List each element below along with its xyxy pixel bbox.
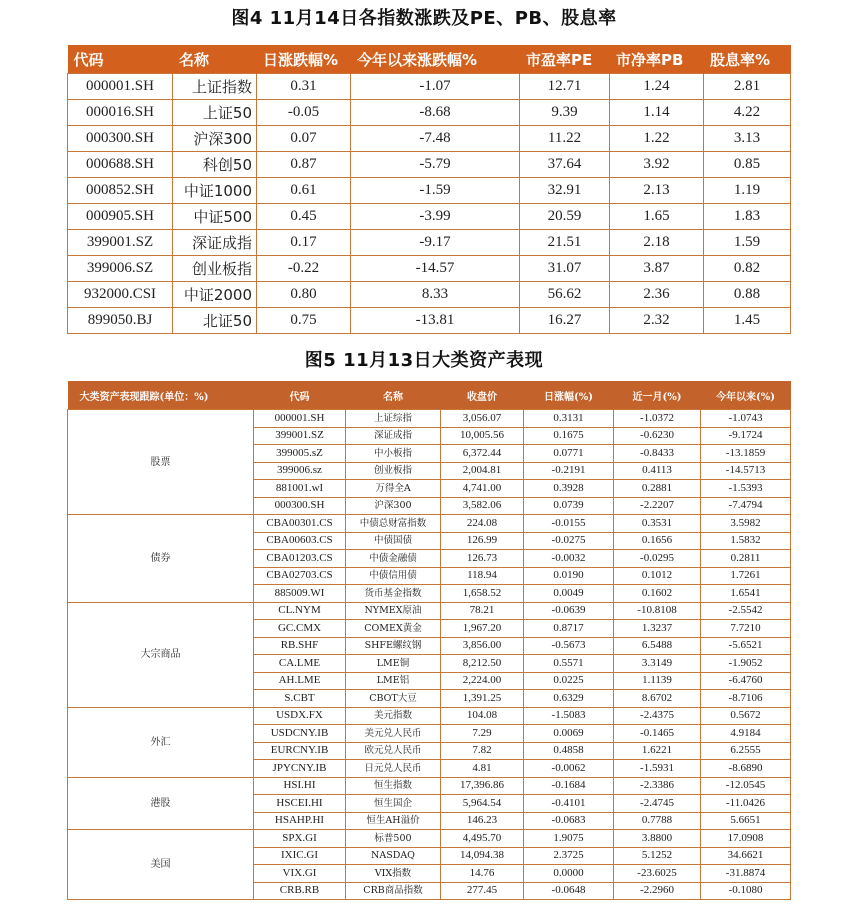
table-row: [68, 707, 791, 725]
cell-name: 欧元兑人民币: [346, 742, 441, 760]
cell-1m-change: -0.6230: [614, 427, 701, 445]
column-header-ytd-change: 今年以来涨跌幅%: [351, 45, 520, 74]
cell-asset-category: 股票: [68, 410, 254, 515]
cell-ytd-change: -31.8874: [701, 865, 791, 883]
cell-daily-change: -0.4101: [524, 795, 614, 813]
cell-1m-change: 0.1012: [614, 567, 701, 585]
cell-pb: 2.18: [610, 230, 704, 256]
cell-pe: 56.62: [520, 282, 610, 308]
cell-1m-change: -2.2960: [614, 882, 701, 900]
cell-code: S.CBT: [254, 690, 346, 708]
cell-pe: 21.51: [520, 230, 610, 256]
cell-close: 277.45: [441, 882, 524, 900]
cell-daily-change: -0.0275: [524, 532, 614, 550]
cell-daily-change: -1.5083: [524, 707, 614, 725]
cell-daily-change: 0.17: [257, 230, 351, 256]
cell-close: 126.73: [441, 550, 524, 568]
cell-daily-change: 0.0225: [524, 672, 614, 690]
cell-ytd-change: 5.6651: [701, 812, 791, 830]
cell-asset-category: 港股: [68, 777, 254, 830]
cell-name: LME铝: [346, 672, 441, 690]
cell-code: 000300.SH: [254, 497, 346, 515]
cell-daily-change: -0.0155: [524, 515, 614, 533]
cell-close: 1,658.52: [441, 585, 524, 603]
cell-1m-change: 3.3149: [614, 655, 701, 673]
cell-daily-change: 0.0739: [524, 497, 614, 515]
index-valuation-table: [67, 45, 791, 334]
cell-ytd-change: -1.59: [351, 178, 520, 204]
cell-close: 3,056.07: [441, 410, 524, 428]
cell-ytd-change: 34.6621: [701, 847, 791, 865]
cell-daily-change: -0.0062: [524, 760, 614, 778]
cell-daily-change: 0.1675: [524, 427, 614, 445]
cell-code: CRB.RB: [254, 882, 346, 900]
cell-close: 4,495.70: [441, 830, 524, 848]
cell-name: 恒生指数: [346, 777, 441, 795]
cell-ytd-change: -14.57: [351, 256, 520, 282]
column-header-ytd-change: 今年以来(%): [701, 381, 791, 410]
cell-code: USDX.FX: [254, 707, 346, 725]
cell-dividend-yield: 4.22: [704, 100, 791, 126]
cell-code: CBA00301.CS: [254, 515, 346, 533]
cell-name: 深证成指: [346, 427, 441, 445]
table-row: [68, 777, 791, 795]
cell-pe: 20.59: [520, 204, 610, 230]
column-header-daily-change: 日涨跌幅%: [257, 45, 351, 74]
cell-close: 8,212.50: [441, 655, 524, 673]
cell-pe: 32.91: [520, 178, 610, 204]
cell-ytd-change: -14.5713: [701, 462, 791, 480]
cell-name: 中债金融债: [346, 550, 441, 568]
cell-ytd-change: -8.6890: [701, 760, 791, 778]
cell-name: 深证成指: [173, 230, 257, 256]
table-row: [68, 602, 791, 620]
cell-name: 中证1000: [173, 178, 257, 204]
cell-daily-change: 0.5571: [524, 655, 614, 673]
cell-1m-change: -1.5931: [614, 760, 701, 778]
cell-name: 沪深300: [173, 126, 257, 152]
cell-code: HSCEI.HI: [254, 795, 346, 813]
cell-close: 3,582.06: [441, 497, 524, 515]
cell-name: 上证综指: [346, 410, 441, 428]
cell-code: CA.LME: [254, 655, 346, 673]
cell-daily-change: 0.0069: [524, 725, 614, 743]
cell-code: CBA01203.CS: [254, 550, 346, 568]
cell-1m-change: 0.3531: [614, 515, 701, 533]
cell-1m-change: -1.0372: [614, 410, 701, 428]
cell-code: 000016.SH: [68, 100, 173, 126]
cell-pe: 31.07: [520, 256, 610, 282]
cell-code: 000905.SH: [68, 204, 173, 230]
cell-pb: 2.13: [610, 178, 704, 204]
cell-pe: 12.71: [520, 74, 610, 100]
cell-pe: 11.22: [520, 126, 610, 152]
cell-code: 000852.SH: [68, 178, 173, 204]
cell-ytd-change: -12.0545: [701, 777, 791, 795]
column-header-name: 名称: [173, 45, 257, 74]
column-header-daily-change: 日涨幅(%): [524, 381, 614, 410]
cell-close: 1,391.25: [441, 690, 524, 708]
table-row: [68, 830, 791, 848]
column-header-asset-class: 大类资产表现跟踪(单位：%): [68, 381, 254, 410]
cell-daily-change: 0.0000: [524, 865, 614, 883]
cell-close: 14,094.38: [441, 847, 524, 865]
cell-code: 399001.SZ: [254, 427, 346, 445]
cell-close: 146.23: [441, 812, 524, 830]
cell-ytd-change: 3.5982: [701, 515, 791, 533]
cell-1m-change: -2.3386: [614, 777, 701, 795]
cell-code: GC.CMX: [254, 620, 346, 638]
cell-1m-change: 1.3237: [614, 620, 701, 638]
cell-code: IXIC.GI: [254, 847, 346, 865]
column-header-1m-change: 近一月(%): [614, 381, 701, 410]
cell-close: 10,005.56: [441, 427, 524, 445]
cell-daily-change: 0.8717: [524, 620, 614, 638]
cell-dividend-yield: 0.88: [704, 282, 791, 308]
cell-dividend-yield: 1.59: [704, 230, 791, 256]
cell-daily-change: -0.1684: [524, 777, 614, 795]
table-row: [68, 126, 791, 152]
cell-pe: 9.39: [520, 100, 610, 126]
cell-name: 中债国债: [346, 532, 441, 550]
cell-pb: 3.87: [610, 256, 704, 282]
cell-pb: 2.36: [610, 282, 704, 308]
cell-daily-change: -0.0639: [524, 602, 614, 620]
cell-ytd-change: -9.1724: [701, 427, 791, 445]
cell-ytd-change: -13.1859: [701, 445, 791, 463]
cell-daily-change: 1.9075: [524, 830, 614, 848]
cell-daily-change: 0.0771: [524, 445, 614, 463]
cell-close: 4,741.00: [441, 480, 524, 498]
cell-pb: 2.32: [610, 308, 704, 334]
cell-1m-change: 1.6221: [614, 742, 701, 760]
cell-ytd-change: 6.2555: [701, 742, 791, 760]
cell-code: 399006.SZ: [68, 256, 173, 282]
cell-ytd-change: -8.68: [351, 100, 520, 126]
cell-name: 中证2000: [173, 282, 257, 308]
cell-close: 2,004.81: [441, 462, 524, 480]
cell-code: 000001.SH: [254, 410, 346, 428]
cell-code: HSAHP.HI: [254, 812, 346, 830]
column-header-close: 收盘价: [441, 381, 524, 410]
cell-name: 美元兑人民币: [346, 725, 441, 743]
cell-pb: 1.22: [610, 126, 704, 152]
cell-name: 中小板指: [346, 445, 441, 463]
cell-ytd-change: -5.79: [351, 152, 520, 178]
table-header-row: [68, 45, 791, 74]
cell-code: 000001.SH: [68, 74, 173, 100]
cell-name: CRB商品指数: [346, 882, 441, 900]
cell-ytd-change: 8.33: [351, 282, 520, 308]
table-row: [68, 178, 791, 204]
cell-ytd-change: -1.5393: [701, 480, 791, 498]
cell-code: CBA00603.CS: [254, 532, 346, 550]
cell-daily-change: 0.31: [257, 74, 351, 100]
cell-dividend-yield: 1.45: [704, 308, 791, 334]
cell-name: 上证50: [173, 100, 257, 126]
cell-1m-change: -23.6025: [614, 865, 701, 883]
cell-1m-change: 1.1139: [614, 672, 701, 690]
cell-daily-change: -0.5673: [524, 637, 614, 655]
cell-1m-change: -10.8108: [614, 602, 701, 620]
cell-1m-change: 8.6702: [614, 690, 701, 708]
cell-1m-change: 0.7788: [614, 812, 701, 830]
cell-daily-change: 0.07: [257, 126, 351, 152]
cell-name: 创业板指: [346, 462, 441, 480]
cell-name: COMEX黄金: [346, 620, 441, 638]
cell-dividend-yield: 1.19: [704, 178, 791, 204]
cell-name: 万得全A: [346, 480, 441, 498]
cell-ytd-change: -3.99: [351, 204, 520, 230]
table-header-row: [68, 381, 791, 410]
table-row: [68, 152, 791, 178]
cell-close: 78.21: [441, 602, 524, 620]
cell-daily-change: -0.2191: [524, 462, 614, 480]
cell-code: JPYCNY.IB: [254, 760, 346, 778]
cell-1m-change: -0.1465: [614, 725, 701, 743]
cell-close: 7.29: [441, 725, 524, 743]
cell-code: 885009.WI: [254, 585, 346, 603]
cell-name: 中债总财富指数: [346, 515, 441, 533]
cell-code: 399005.sZ: [254, 445, 346, 463]
cell-asset-category: 美国: [68, 830, 254, 900]
cell-name: SHFE螺纹钢: [346, 637, 441, 655]
table-row: [68, 100, 791, 126]
cell-1m-change: 0.4113: [614, 462, 701, 480]
cell-name: NASDAQ: [346, 847, 441, 865]
cell-code: 000688.SH: [68, 152, 173, 178]
cell-close: 5,964.54: [441, 795, 524, 813]
cell-pe: 16.27: [520, 308, 610, 334]
cell-name: NYMEX原油: [346, 602, 441, 620]
cell-pb: 1.24: [610, 74, 704, 100]
cell-close: 7.82: [441, 742, 524, 760]
cell-close: 17,396.86: [441, 777, 524, 795]
cell-close: 104.08: [441, 707, 524, 725]
cell-daily-change: 0.4858: [524, 742, 614, 760]
cell-code: VIX.GI: [254, 865, 346, 883]
cell-code: CL.NYM: [254, 602, 346, 620]
cell-name: VIX指数: [346, 865, 441, 883]
cell-1m-change: 5.1252: [614, 847, 701, 865]
cell-code: 399006.sz: [254, 462, 346, 480]
cell-name: 沪深300: [346, 497, 441, 515]
table-row: [68, 308, 791, 334]
cell-code: 881001.wI: [254, 480, 346, 498]
cell-code: 000300.SH: [68, 126, 173, 152]
cell-daily-change: 0.45: [257, 204, 351, 230]
cell-close: 1,967.20: [441, 620, 524, 638]
cell-ytd-change: -5.6521: [701, 637, 791, 655]
cell-daily-change: 0.80: [257, 282, 351, 308]
column-header-name: 名称: [346, 381, 441, 410]
cell-name: 中债信用债: [346, 567, 441, 585]
cell-ytd-change: 1.6541: [701, 585, 791, 603]
cell-daily-change: 0.0190: [524, 567, 614, 585]
cell-pb: 1.65: [610, 204, 704, 230]
asset-class-performance-table: [67, 381, 791, 900]
cell-ytd-change: -6.4760: [701, 672, 791, 690]
cell-daily-change: 0.75: [257, 308, 351, 334]
cell-pb: 1.14: [610, 100, 704, 126]
column-header-dividend-yield: 股息率%: [704, 45, 791, 74]
cell-ytd-change: -2.5542: [701, 602, 791, 620]
cell-ytd-change: -7.48: [351, 126, 520, 152]
cell-code: CBA02703.CS: [254, 567, 346, 585]
cell-name: LME铜: [346, 655, 441, 673]
cell-name: 科创50: [173, 152, 257, 178]
cell-daily-change: 0.61: [257, 178, 351, 204]
cell-1m-change: -0.8433: [614, 445, 701, 463]
cell-pe: 37.64: [520, 152, 610, 178]
cell-1m-change: -0.0295: [614, 550, 701, 568]
cell-close: 14.76: [441, 865, 524, 883]
cell-asset-category: 债券: [68, 515, 254, 603]
cell-name: 上证指数: [173, 74, 257, 100]
cell-daily-change: 0.3131: [524, 410, 614, 428]
cell-daily-change: -0.0032: [524, 550, 614, 568]
cell-ytd-change: 7.7210: [701, 620, 791, 638]
cell-daily-change: 0.3928: [524, 480, 614, 498]
cell-code: USDCNY.IB: [254, 725, 346, 743]
cell-close: 4.81: [441, 760, 524, 778]
cell-close: 224.08: [441, 515, 524, 533]
cell-ytd-change: -0.1080: [701, 882, 791, 900]
table-row: [68, 230, 791, 256]
cell-ytd-change: -13.81: [351, 308, 520, 334]
cell-close: 126.99: [441, 532, 524, 550]
column-header-code: 代码: [254, 381, 346, 410]
cell-1m-change: -2.4745: [614, 795, 701, 813]
cell-name: 恒生国企: [346, 795, 441, 813]
cell-code: HSI.HI: [254, 777, 346, 795]
cell-daily-change: 0.6329: [524, 690, 614, 708]
cell-daily-change: -0.0683: [524, 812, 614, 830]
cell-name: 恒生AH溢价: [346, 812, 441, 830]
cell-asset-category: 大宗商品: [68, 602, 254, 707]
cell-close: 118.94: [441, 567, 524, 585]
column-header-pb: 市净率PB: [610, 45, 704, 74]
cell-asset-category: 外汇: [68, 707, 254, 777]
cell-ytd-change: -9.17: [351, 230, 520, 256]
cell-dividend-yield: 0.82: [704, 256, 791, 282]
cell-ytd-change: 4.9184: [701, 725, 791, 743]
table-row: [68, 282, 791, 308]
cell-pb: 3.92: [610, 152, 704, 178]
cell-name: 美元指数: [346, 707, 441, 725]
cell-dividend-yield: 0.85: [704, 152, 791, 178]
cell-ytd-change: -8.7106: [701, 690, 791, 708]
cell-ytd-change: -7.4794: [701, 497, 791, 515]
cell-code: AH.LME: [254, 672, 346, 690]
cell-dividend-yield: 3.13: [704, 126, 791, 152]
cell-ytd-change: 1.7261: [701, 567, 791, 585]
cell-1m-change: -2.4375: [614, 707, 701, 725]
cell-1m-change: 0.2881: [614, 480, 701, 498]
cell-ytd-change: -1.9052: [701, 655, 791, 673]
cell-code: EURCNY.IB: [254, 742, 346, 760]
cell-daily-change: -0.05: [257, 100, 351, 126]
cell-ytd-change: 17.0908: [701, 830, 791, 848]
cell-ytd-change: 0.5672: [701, 707, 791, 725]
cell-code: 899050.BJ: [68, 308, 173, 334]
cell-name: CBOT大豆: [346, 690, 441, 708]
cell-name: 北证50: [173, 308, 257, 334]
cell-daily-change: -0.0648: [524, 882, 614, 900]
cell-code: 399001.SZ: [68, 230, 173, 256]
table-row: [68, 204, 791, 230]
column-header-code: 代码: [68, 45, 173, 74]
cell-dividend-yield: 2.81: [704, 74, 791, 100]
cell-ytd-change: -1.0743: [701, 410, 791, 428]
cell-ytd-change: 1.5832: [701, 532, 791, 550]
cell-daily-change: -0.22: [257, 256, 351, 282]
cell-1m-change: -2.2207: [614, 497, 701, 515]
cell-name: 中证500: [173, 204, 257, 230]
cell-ytd-change: -1.07: [351, 74, 520, 100]
cell-1m-change: 0.1656: [614, 532, 701, 550]
cell-name: 创业板指: [173, 256, 257, 282]
cell-1m-change: 3.8800: [614, 830, 701, 848]
table-row: [68, 74, 791, 100]
cell-close: 2,224.00: [441, 672, 524, 690]
cell-close: 6,372.44: [441, 445, 524, 463]
table-row: [68, 515, 791, 533]
cell-code: SPX.GI: [254, 830, 346, 848]
cell-code: 932000.CSI: [68, 282, 173, 308]
cell-daily-change: 0.0049: [524, 585, 614, 603]
figure-4-title: 图4 11月14日各指数涨跌及PE、PB、股息率: [231, 8, 617, 29]
cell-close: 3,856.00: [441, 637, 524, 655]
table-row: [68, 256, 791, 282]
cell-name: 货币基金指数: [346, 585, 441, 603]
column-header-pe: 市盈率PE: [520, 45, 610, 74]
cell-daily-change: 0.87: [257, 152, 351, 178]
cell-dividend-yield: 1.83: [704, 204, 791, 230]
cell-1m-change: 6.5488: [614, 637, 701, 655]
cell-ytd-change: 0.2811: [701, 550, 791, 568]
cell-1m-change: 0.1602: [614, 585, 701, 603]
cell-code: RB.SHF: [254, 637, 346, 655]
cell-daily-change: 2.3725: [524, 847, 614, 865]
cell-name: 标普500: [346, 830, 441, 848]
table-row: [68, 410, 791, 428]
cell-ytd-change: -11.0426: [701, 795, 791, 813]
cell-name: 日元兑人民币: [346, 760, 441, 778]
figure-5-title: 图5 11月13日大类资产表现: [304, 350, 544, 371]
